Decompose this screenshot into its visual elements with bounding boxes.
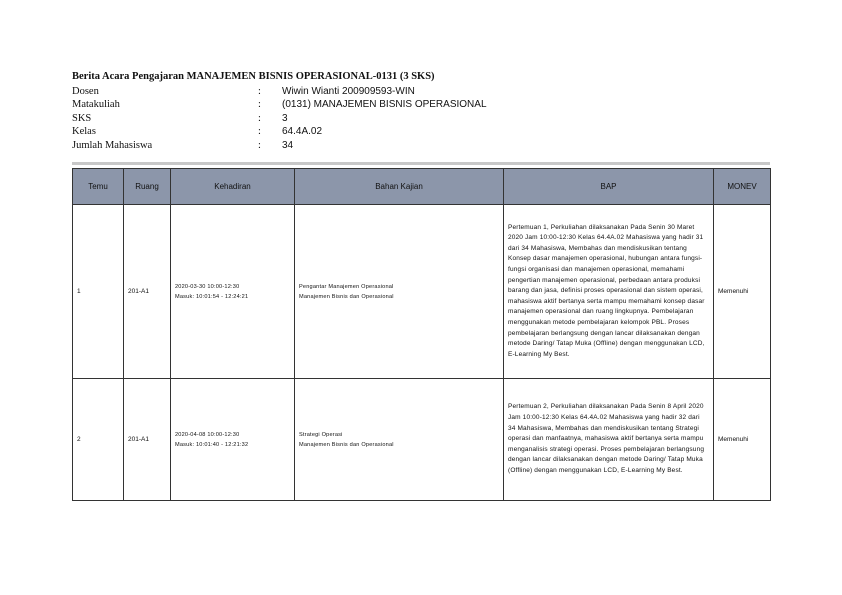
bahan-course: Manajemen Bisnis dan Operasional: [299, 441, 394, 448]
meta-colon: :: [258, 86, 261, 97]
meta-label: Kelas: [72, 126, 96, 138]
bahan-topic: Pengantar Manajemen Operasional: [299, 283, 394, 290]
bap-table: [72, 168, 771, 501]
meta-value: (0131) MANAJEMEN BISNIS OPERASIONAL: [282, 99, 487, 111]
meta-label: Dosen: [72, 86, 99, 97]
header-bap: BAP: [504, 169, 714, 205]
table-row: [73, 379, 771, 501]
kehadiran-checkin: Masuk: 10:01:54 - 12:24:21: [175, 293, 249, 300]
kehadiran-checkin: Masuk: 10:01:40 - 12:21:32: [175, 441, 249, 448]
meta-value: 34: [282, 139, 294, 151]
cell-monev: Memenuhi: [714, 379, 771, 501]
bahan-topic: Strategi Operasi: [299, 431, 343, 438]
header-monev: MONEV: [714, 169, 771, 205]
header-temu: Temu: [73, 169, 124, 205]
cell-temu: 2: [73, 379, 124, 501]
cell-kehadiran: [171, 205, 295, 379]
meta-value: Wiwin Wianti 200909593-WIN: [282, 86, 415, 97]
header-ruang: Ruang: [124, 169, 171, 205]
header-divider: [72, 162, 770, 165]
document-title: Berita Acara Pengajaran MANAJEMEN BISNIS OPERASIONAL-0131 (3 SKS): [72, 71, 435, 82]
meta-colon: :: [258, 99, 261, 111]
header-bahan-kajian: Bahan Kajian: [295, 169, 504, 205]
meta-colon: :: [258, 126, 261, 138]
cell-bap: Pertemuan 2, Perkuliahan dilaksanakan Pada Senin 8 April 2020 Jam 10:00-12:30 Kelas 64.4A.02 Mahasiswa yang hadir 32 dari 34 Mahasiswa, Membahas dan mendiskusikan tentang Strategi operasi dan manfaatnya, mahasiswa aktif bertanya serta mampu menganalisis strategi operasi. Proses pembelajaran berlangsung dengan lancar dilaksanakan dengan metode Daring/ Tatap Muka (Offline) dengan menggunakan LCD, E-Learning My Best.: [504, 379, 714, 501]
meta-value: 64.4A.02: [282, 126, 323, 138]
table-row: [73, 205, 771, 379]
table-header-row: [73, 169, 771, 205]
meta-label: Matakuliah: [72, 99, 120, 111]
header-kehadiran: Kehadiran: [171, 169, 295, 205]
cell-ruang: 201-A1: [124, 379, 171, 501]
cell-bap: Pertemuan 1, Perkuliahan dilaksanakan Pada Senin 30 Maret 2020 Jam 10:00-12:30 Kelas 64.4A.02 Mahasiswa yang hadir 31 dari 34 Mahasiswa, Membahas dan mendiskusikan tentang Konsep dasar manajemen operasional, hubungan antara fungsi-fungsi organisasi dan manajemen operasional, memahami pengertian manajemen operasional, perbedaan antara produksi barang dan jasa, definisi proses operasional dan sistem operasi, mahasiswa aktif bertanya serta mampu memahami konsep dasar manajemen operasional dan ruang lingkupnya. Pembelajaran menggunakan metode pembelajaran kelompok PBL. Proses pembelajaran berlangsung dengan lancar dilaksanakan dengan metode Daring/ Tatap Muka (Offline) dengan menggunakan LCD, E-Learning My Best.: [504, 205, 714, 379]
kehadiran-schedule: 2020-03-30 10:00-12:30: [175, 283, 240, 290]
cell-bahan-kajian: [295, 205, 504, 379]
kehadiran-schedule: 2020-04-08 10:00-12:30: [175, 431, 240, 438]
cell-kehadiran: [171, 379, 295, 501]
cell-bahan-kajian: [295, 379, 504, 501]
meta-value: 3: [282, 112, 288, 124]
meta-label: Jumlah Mahasiswa: [72, 139, 153, 151]
meta-colon: :: [258, 139, 261, 151]
bahan-course: Manajemen Bisnis dan Operasional: [299, 293, 394, 300]
cell-temu: 1: [73, 205, 124, 379]
meta-label: SKS: [72, 112, 92, 124]
cell-ruang: 201-A1: [124, 205, 171, 379]
meta-colon: :: [258, 112, 261, 124]
cell-monev: Memenuhi: [714, 205, 771, 379]
